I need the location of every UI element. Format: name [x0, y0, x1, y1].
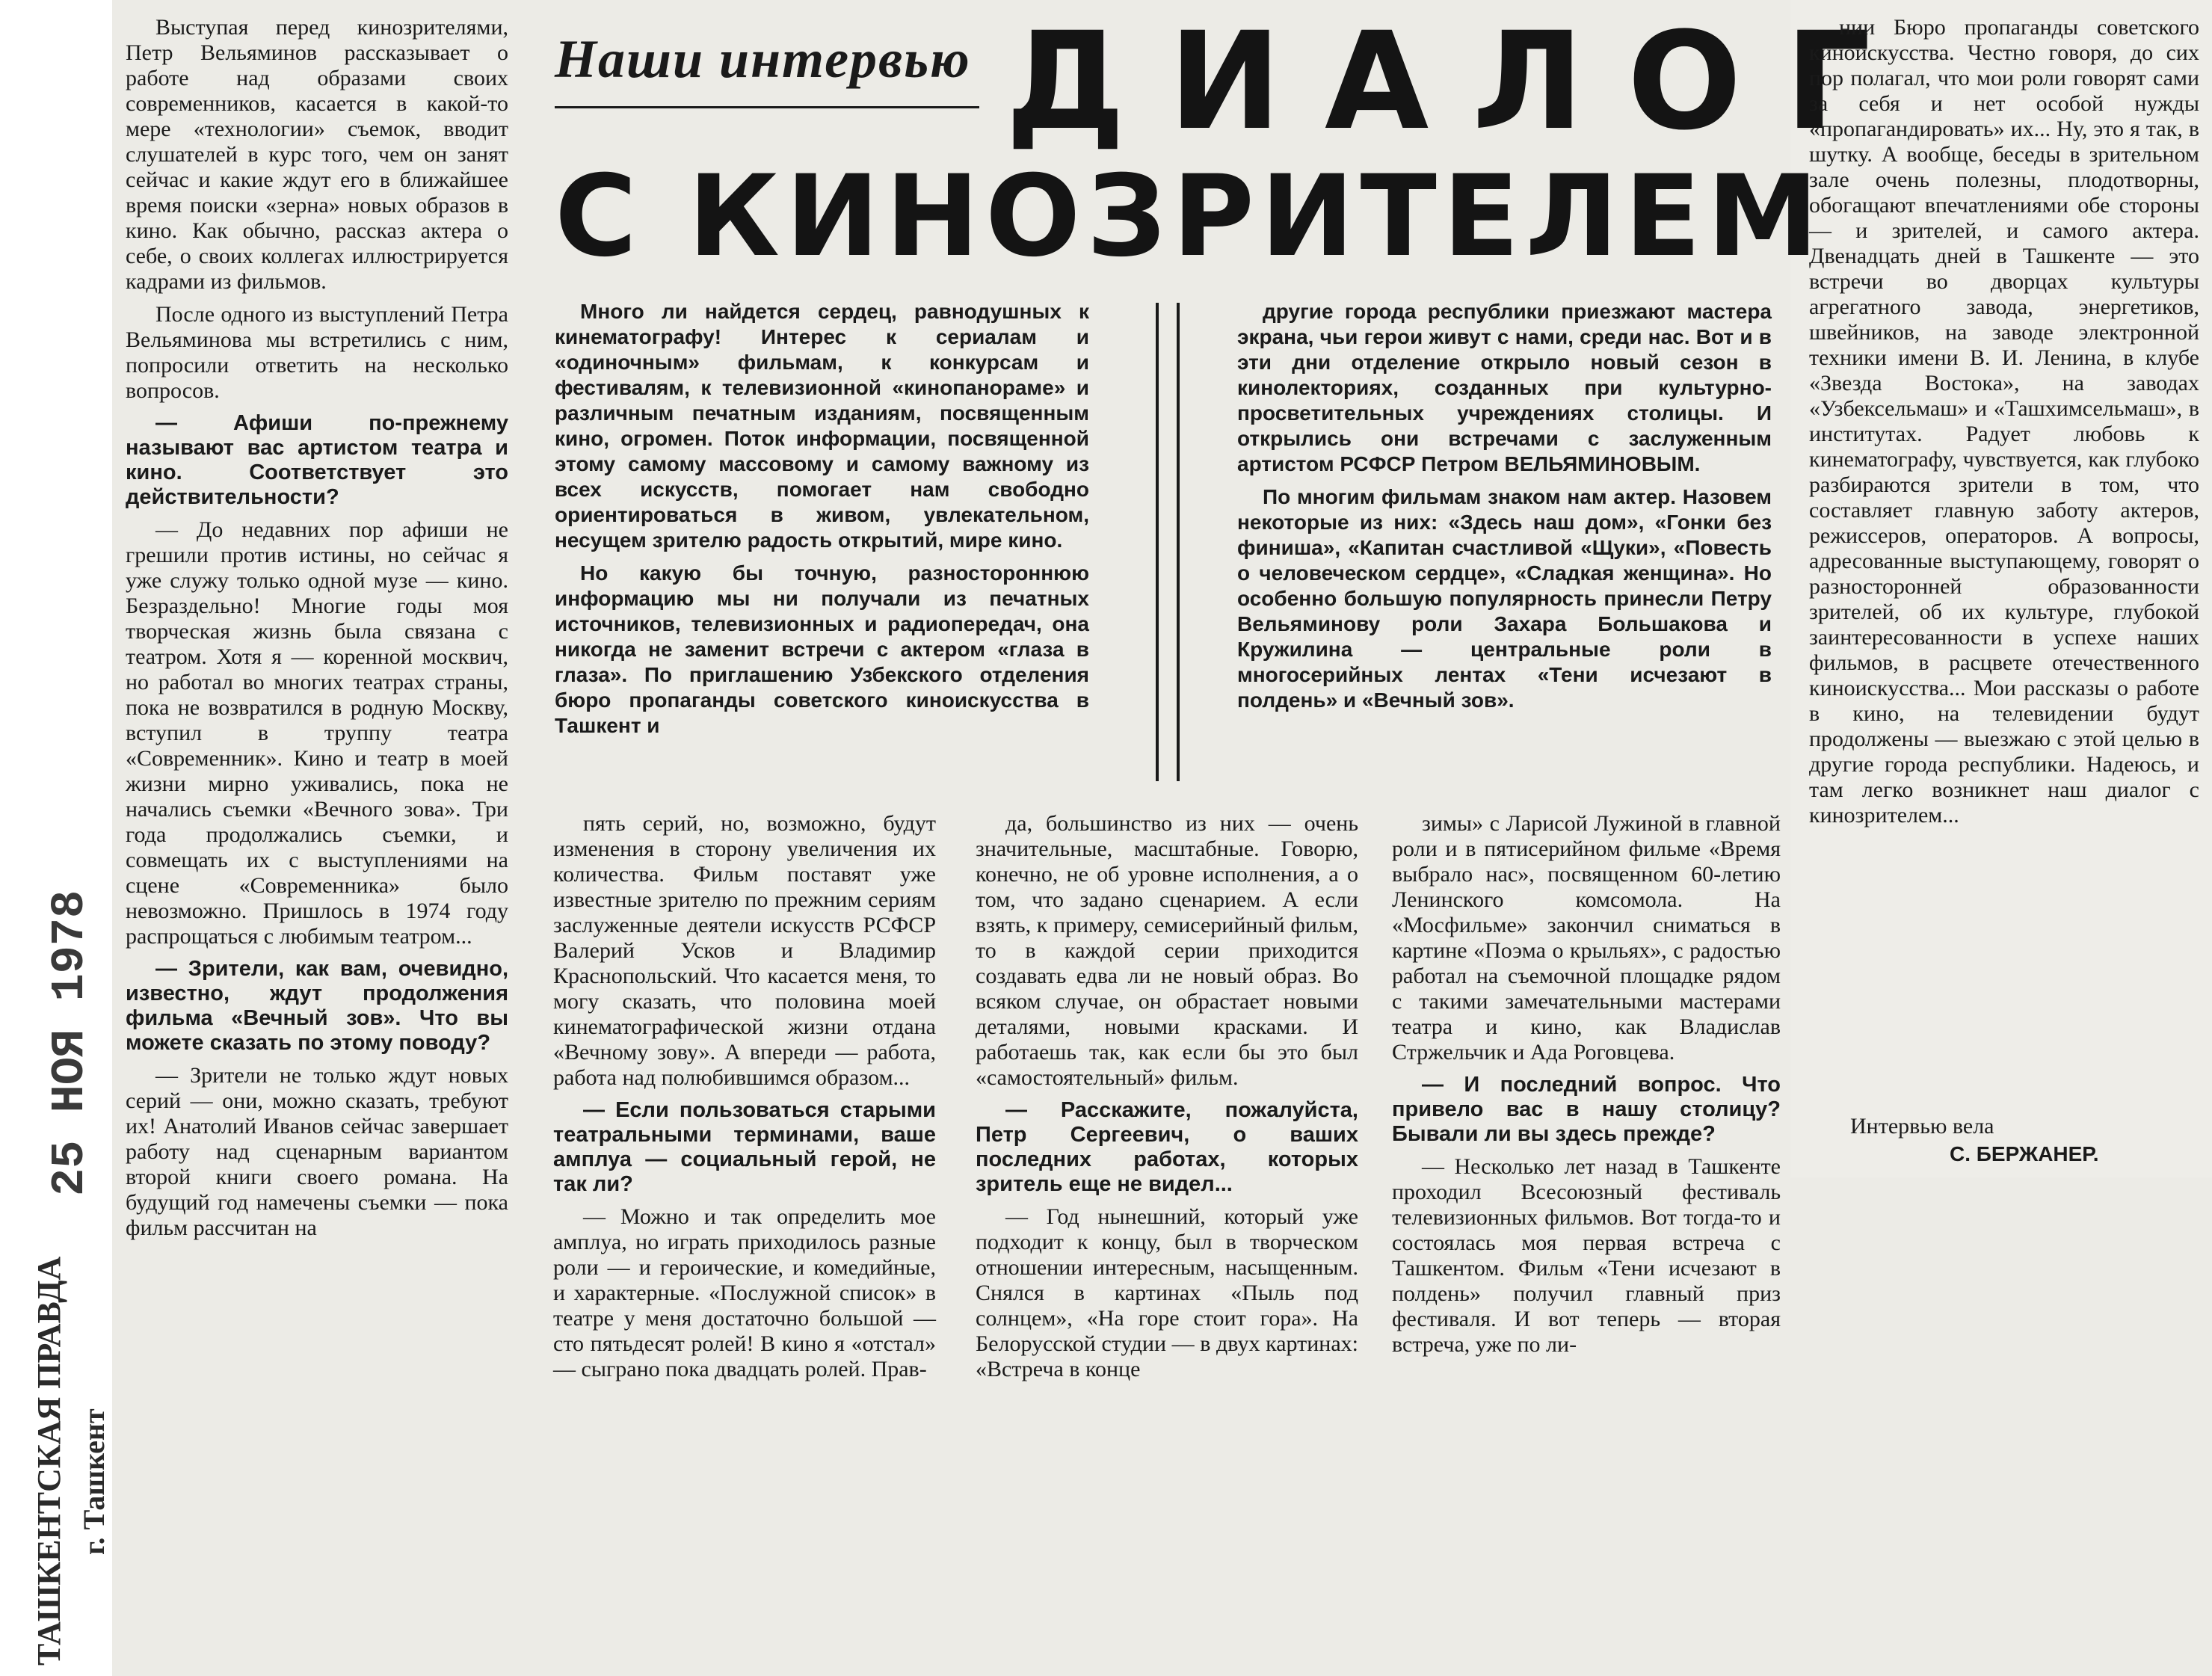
lead-paragraph: другие города республики приезжают мастера экрана, чьи герои живут с нами, среди нас. Вот и в эти дни отделение открыло новый сезон в кинолекториях, созданных при культурно-просветительных учреждениях столицы. И открылись они встречами с заслуженным артистом РСФСР Петром ВЕЛЬЯМИНОВЫМ. — [1237, 300, 1772, 475]
rubric-rule — [555, 106, 979, 108]
question: — Афиши по-прежнему называют вас артистом театра и кино. Соответствует это действительности? — [126, 411, 508, 509]
paragraph: — Зрители не только ждут новых серий — они, можно сказать, требуют их! Анатолий Иванов сейчас завершает работу над сценарным вариантом второй книги своего романа. На будущий год намечены съемки — пока фильм рассчитан на — [126, 1063, 508, 1240]
question: — Расскажите, пожалуйста, Петр Сергеевич, о ваших последних работах, которых зритель еще не видел... — [976, 1098, 1358, 1196]
newspaper-name: ТАШКЕНТСКАЯ ПРАВДА — [31, 1256, 67, 1666]
column-5 — [1809, 15, 2199, 836]
lead-divider — [1177, 303, 1180, 781]
column-1 — [126, 15, 508, 1248]
lead-right — [1237, 299, 1772, 721]
question: — Зрители, как вам, очевидно, известно, ждут продолжения фильма «Вечный зов». Что вы можете сказать по этому поводу? — [126, 957, 508, 1055]
paragraph: зимы» с Ларисой Лужиной в главной роли и в пятисерийном фильме «Время выбрало нас», посвященном 60-летию Ленинского комсомола. На «Мосфильме» закончил сниматься в картине «Поэма о крыльях», с радостью работал на съемочной площадке рядом с такими замечательными мастерами театра и кино, как Владислав Стржельчик и Ада Роговцева. — [1392, 811, 1781, 1065]
paragraph: — До недавних пор афиши не грешили против истины, но сейчас я уже служу только одной музе — кино. Безраздельно! Многие годы моя творческая жизнь была связана с театром. Хотя я — коренной москвич, но работал во многих театрах страны, пока не возвратился в родную Москву, вступил в труппу театра «Современник». Кино и театр в моей жизни мирно уживались, пока не начались съемки «Вечного зова». Три года продолжались съемки, и совмещать их с выступлениями на сцене «Современника» было невозможно. Пришлось в 1974 году распрощаться с любимым театром... — [126, 517, 508, 949]
paragraph: Выступая перед кинозрителями, Петр Вельяминов рассказывает о работе над образами своих современников, касается в какой-то мере «технологии» съемок, вводит слушателей в курс того, чем он занят сейчас и какие ждут его в ближайшее время поиски «зерна» новых образов в кино. Как обычно, рассказ актера о себе, о своих коллегах иллюстрируется кадрами из фильмов. — [126, 15, 508, 294]
paragraph: — Можно и так определить мое амплуа, но играть приходилось разные роли — и героические, и комедийные, и характерные. «Послужной список» в театре у меня достаточно большой — сто пятьдесят ролей! В кино я «отстал» — сыграно пока двадцать ролей. Прав- — [553, 1204, 936, 1381]
signoff-label: Интервью вела — [1850, 1114, 1994, 1139]
paragraph: — Несколько лет назад в Ташкенте проходил Всесоюзный фестиваль телевизионных фильмов. Вот тогда-то и состоялась моя первая встреча с Ташкентом. Фильм «Тени исчезают в полдень» получил главный приз фестиваля. И вот теперь — вторая встреча, уже по ли- — [1392, 1154, 1781, 1357]
date-stamp: 25 НОЯ 1978 — [43, 890, 96, 1196]
headline-line1: ДИАЛОГ — [1005, 4, 1914, 160]
column-2 — [553, 811, 936, 1390]
lead-paragraph: По многим фильмам знаком нам актер. Назовем некоторые из них: «Здесь наш дом», «Гонки без финиша», «Капитан счастливой «Щуки», «Повесть о человеческом сердце», «Сладкая женщина». Но особенно большую популярность принесли Петру Вельяминову роли Захара Большакова и Кружилина — центральные роли в многосерийных лентах «Тени исчезают в полдень» и «Вечный зов». — [1237, 485, 1772, 712]
rubric-title: Наши интервью — [555, 29, 971, 89]
lead-paragraph: Много ли найдется сердец, равнодушных к кинематографу! Интерес к сериалам и «одиночным» фильмам, к конкурсам и фестивалям, к телевизионной «кинопанораме» и различным печатным изданиям, посвященным кино, огромен. Поток информации, посвященной этому самому массовому и самому важному из всех искусств, помогает нам свободно ориентироваться в живом, увлекательном, несущем зрителю радость открытий, мире кино. — [555, 300, 1089, 552]
lead-paragraph: Но какую бы точную, разностороннюю информацию мы ни получали из печатных источников, телевизионных и радиопередач, она никогда не заменит встречи с актером «глаза в глаза». По приглашению Узбекского отделения бюро пропаганды советского киноискусства в Ташкент и — [555, 561, 1089, 737]
question: — Если пользоваться старыми театральными терминами, ваше амплуа — социальный герой, не так ли? — [553, 1098, 936, 1196]
lead-divider — [1156, 303, 1159, 781]
paragraph: да, большинство из них — очень значительные, масштабные. Говорю, конечно, не об уровне исполнения, а о том, что задано сценарием. А если взять, к примеру, семисерийный фильм, то в каждой серии приходится создавать едва ли не новый образ. Во всяком случае, он обрастает новыми деталями, новыми красками. И работаешь так, как если бы это был «самостоятельный» фильм. — [976, 811, 1358, 1090]
paragraph: После одного из выступлений Петра Вельяминова мы встретились с ним, попросили ответить на несколько вопросов. — [126, 302, 508, 403]
paragraph: нии Бюро пропаганды советского киноискусства. Честно говоря, до сих пор полагал, что мои роли говорят сами за себя и нет особой нужды «пропагандировать» их... Ну, это я так, в шутку. А вообще, беседы в зрительном зале очень полезны, плодотворны, обогащают впечатлениями обе стороны — и зрителей, и самого актера. Двенадцать дней в Ташкенте — это встречи во дворцах культуры агрегатного завода, энергетиков, швейников, на заводе электронной техники имени В. И. Ленина, в клубе «Звезда Востока», на заводах «Узбексельмаш» и «Ташхимсельмаш», в институтах. Радует любовь к кинематографу, чувствуется, как глубоко разбираются зрители в том, что составляет главную заботу актеров, режиссеров, операторов. А вопросы, адресованные выступающему, говорят о разносторонней образованности зрителей, об их культуре, глубокой заинтересованности в успехе наших фильмов, в расцвете отечественного киноискусства... Мои рассказы о работе в кино, на телевидении будут продолжены — выезжаю с этой целью в другие города республики. Надеюсь, и там легко возникнет наш диалог с кинозрителем... — [1809, 15, 2199, 828]
newspaper-city: г. Ташкент — [77, 1408, 111, 1555]
paragraph: пять серий, но, возможно, будут изменения в сторону увеличения их количества. Фильм поставят уже известные зрителю по прежним сериям заслуженные деятели искусств РСФСР Валерий Усков и Владимир Краснопольский. Что касается меня, то могу сказать, что половина моей кинематографической жизни отдана «Вечному зову». А впереди — работа, работа над полюбившимся образом... — [553, 811, 936, 1090]
signoff-author: С. БЕРЖАНЕР. — [1950, 1142, 2099, 1165]
column-4 — [1392, 811, 1781, 1365]
lead-left — [555, 299, 1089, 746]
question: — И последний вопрос. Что привело вас в нашу столицу? Бывали ли вы здесь прежде? — [1392, 1073, 1781, 1146]
paragraph: — Год нынешний, который уже подходит к концу, был в творческом отношении интересным, насыщенным. Снялся в картинах «Пыль под солнцем», «На горе стоит гора». На Белорусской студии — в двух картинах: «Встреча в конце — [976, 1204, 1358, 1381]
column-3 — [976, 811, 1358, 1390]
headline-line2: С КИНОЗРИТЕЛЕМ — [555, 152, 1825, 282]
